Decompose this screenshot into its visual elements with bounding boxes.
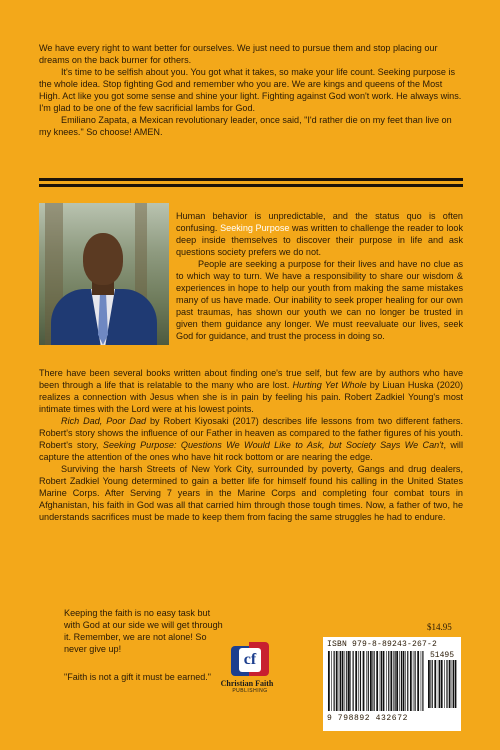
faith-quote: "Faith is not a gift it must be earned." <box>64 672 211 682</box>
isbn-text: ISBN 979-8-89243-267-2 <box>327 640 438 649</box>
publisher-letters: cf <box>239 648 261 672</box>
intro-paragraph-2: It's time to be selfish about you. You got what it takes, so make your life count. Seeking purpose is the whole idea. Stop fighting God and remember who you are. We are kings and queens of the Most High. Act like you got some sense and shine your light. Fighting against God won't work. He always wins. I'm glad to be one of the few sacrificial lambs for God. <box>39 67 462 113</box>
publisher-logo <box>220 640 276 694</box>
intro-text <box>39 42 463 138</box>
bio-text <box>176 210 463 342</box>
body-text-4a: by Robert Kiyosaki (2017) describes life lessons from two different fathers. Robert's story shows the influence of our Father in heaven as compared to the father figures of his youth. Robert's story, <box>39 416 463 450</box>
addon-barcode <box>427 660 457 708</box>
price-label: $14.95 <box>427 622 452 632</box>
book-title-link: Seeking Purpose <box>220 223 290 233</box>
intro-paragraph-3: Emiliano Zapata, a Mexican revolutionary leader, once said, "I'd rather die on my feet than live on my knees." So choose! AMEN. <box>39 115 452 137</box>
publisher-emblem-icon <box>231 640 269 676</box>
body-text-3a: There have been several books written about finding one's true self, but few are by authors who have been through a life that is relatable to the many who are lost. <box>39 368 463 390</box>
closing-text <box>64 607 224 655</box>
book-ref-hurting: Hurting Yet Whole <box>292 380 367 390</box>
body-text <box>39 367 463 523</box>
author-photo <box>39 203 169 345</box>
bio-text-1b: was written to challenge the reader to look deep inside themselves to discover their purpose in life and ask questions society prefers we do not. <box>176 223 464 257</box>
ean-barcode <box>327 651 424 711</box>
body-text-3b: by Liuan Huska (2020) realizes a connection with Jesus when she is in pain by feeling his pain. Robert Zadkiel Young's most intimate times with the Lord were at his lowest points. <box>39 380 463 414</box>
closing-paragraph: Keeping the faith is no easy task but with God at our side we will get through it. Remember, we are not alone! So never give up! <box>64 608 223 654</box>
body-paragraph-4 <box>39 415 463 463</box>
barcode-digits: 9 798892 432672 <box>327 714 409 723</box>
intro-paragraph-1: We have every right to want better for ourselves. We just need to pursue them and stop placing our dreams on the back burner for others. <box>39 43 438 65</box>
bio-text-1a: Human behavior is unpredictable, and the status quo is often confusing. <box>176 211 463 233</box>
addon-digits: 51495 <box>429 651 454 660</box>
bio-paragraph-1 <box>176 210 463 258</box>
barcode-block <box>323 637 461 731</box>
divider-rule-top <box>39 178 463 181</box>
bio-paragraph-2: People are seeking a purpose for their lives and have no clue as to which way to turn. We have a responsibility to share our wisdom & experiences in hope to help our youth from making the same mistakes many of us have made. Our inability to seek proper healing for our own past traumas, has shown our youth we can no longer be trusted in given them guidance any longer. We must reevaluate our lives, seek God for guidance, and trust the process in doing so. <box>176 259 463 341</box>
body-paragraph-5: Surviving the harsh Streets of New York City, surrounded by poverty, Gangs and drug dealers, Robert Zadkiel Young determined to gain a better life for himself found his calling in the United States Marine Corps. After Serving 7 years in the Marine Corps and completing four combat tours in Afghanistan, his faith in God was all that carried him through those tough times. Now, a father of two, he understands sacrifices must be made to keep them from facing the same struggles he had to endure. <box>39 464 463 522</box>
publisher-name: Christian Faith <box>220 679 274 688</box>
body-text-4b: , will capture the attention of the ones who have hit rock bottom or are nearing the edge. <box>39 440 463 462</box>
publisher-sub: PUBLISHING <box>232 688 268 694</box>
body-paragraph-3 <box>39 367 463 415</box>
book-ref-seeking-purpose: Seeking Purpose: Questions We Would Like to Ask, but Society Says We Can't <box>102 440 444 450</box>
book-ref-rich-dad: Rich Dad, Poor Dad <box>61 416 147 426</box>
divider-rule-bottom <box>39 184 463 187</box>
